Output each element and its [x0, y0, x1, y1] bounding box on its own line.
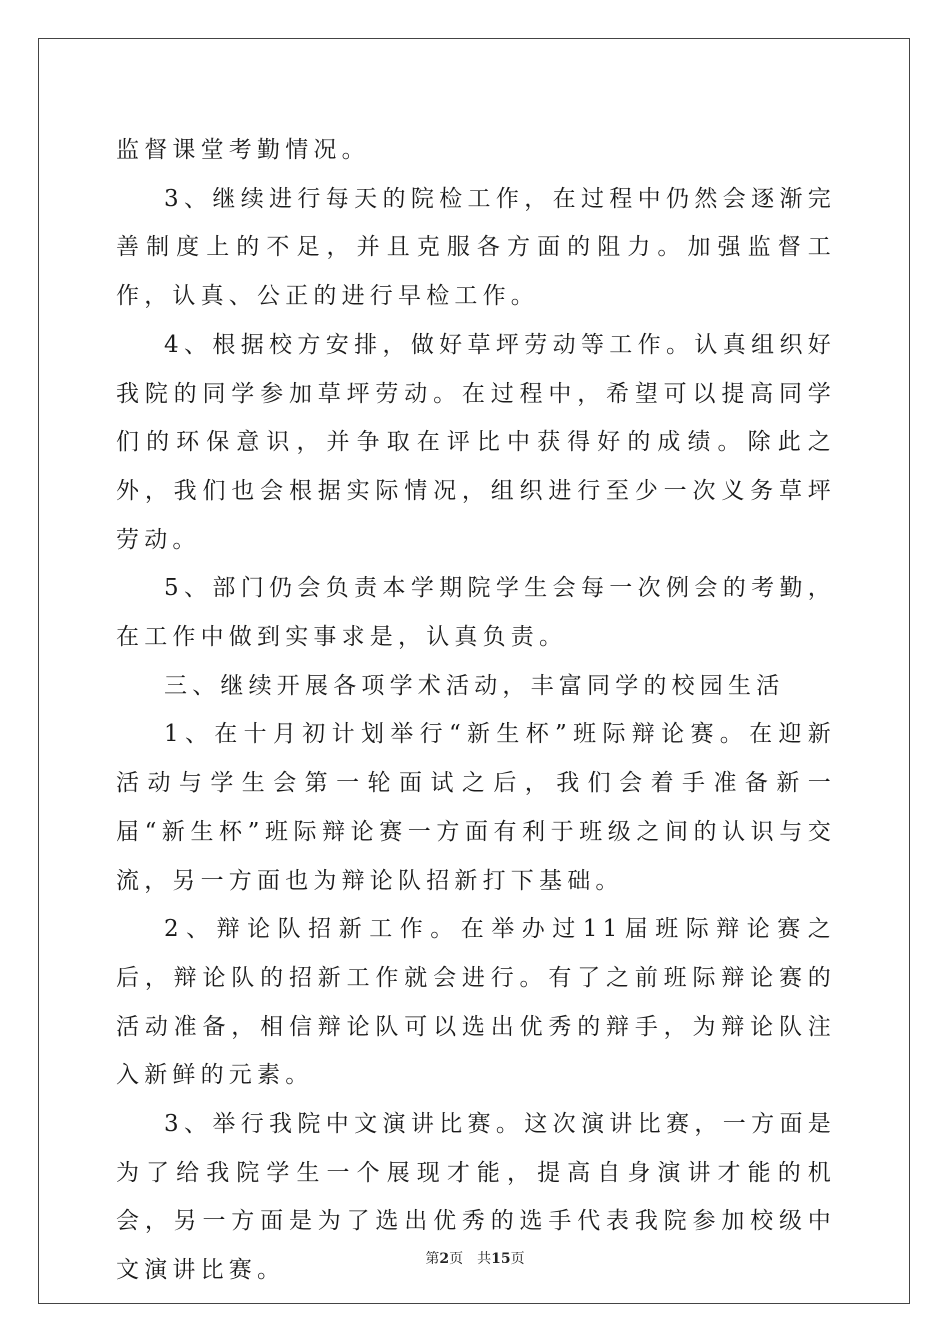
- paragraph: 1、在十月初计划举行“新生杯”班际辩论赛。在迎新活动与学生会第一轮面试之后，我们会着手准备新一届“新生杯”班际辩论赛一方面有利于班级之间的认识与交流，另一方面也为辩论队招新打下基础。: [116, 721, 836, 894]
- paragraph: 2、辩论队招新工作。在举办过11届班际辩论赛之后，辩论队的招新工作就会进行。有了之前班际辩论赛的活动准备，相信辩论队可以选出优秀的辩手，为辩论队注入新鲜的元素。: [116, 916, 836, 1089]
- page-prefix: 第: [425, 1251, 440, 1267]
- total-prefix: 共: [477, 1251, 492, 1267]
- page-number: 2: [439, 1251, 450, 1267]
- total-pages: 15: [491, 1251, 511, 1267]
- page-footer: [0, 1248, 950, 1268]
- paragraph: 3、举行我院中文演讲比赛。这次演讲比赛，一方面是为了给我院学生一个展现才能，提高自身演讲才能的机会，另一方面是为了选出优秀的选手代表我院参加校级中文演讲比赛。: [116, 1111, 836, 1284]
- total-suffix: 页: [510, 1251, 525, 1267]
- page-suffix: 页: [449, 1251, 464, 1267]
- paragraph: 4、根据校方安排，做好草坪劳动等工作。认真组织好我院的同学参加草坪劳动。在过程中，希望可以提高同学们的环保意识，并争取在评比中获得好的成绩。除此之外，我们也会根据实际情况，组织进行至少一次义务草坪劳动。: [116, 331, 836, 553]
- paragraph: 5、部门仍会负责本学期院学生会每一次例会的考勤，在工作中做到实事求是，认真负责。: [116, 575, 836, 651]
- document-body: [116, 126, 836, 1295]
- paragraph: 3、继续进行每天的院检工作，在过程中仍然会逐渐完善制度上的不足，并且克服各方面的阻力。加强监督工作，认真、公正的进行早检工作。: [116, 185, 836, 310]
- section-heading: 三、继续开展各项学术活动，丰富同学的校园生活: [164, 672, 785, 699]
- paragraph: 监督课堂考勤情况。: [116, 137, 370, 163]
